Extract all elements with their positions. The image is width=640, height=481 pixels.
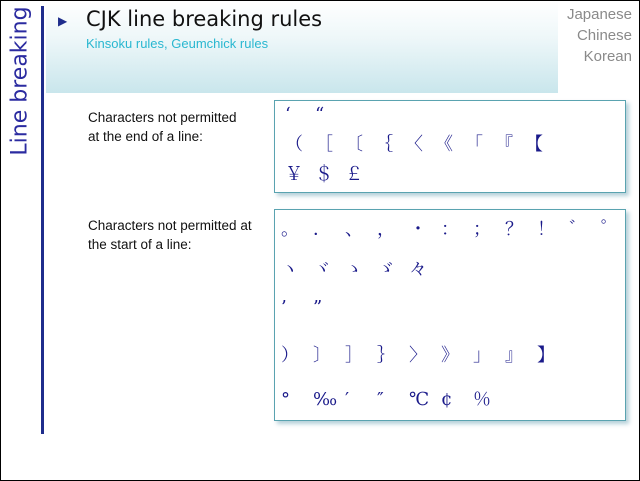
cjk-character-glyph: ° — [281, 389, 290, 410]
end-of-line-characters-box — [274, 100, 626, 193]
cjk-character-glyph: ［ — [315, 134, 333, 155]
cjk-character-glyph: ！ — [537, 219, 555, 240]
cjk-character-glyph: ％ — [473, 389, 491, 410]
cjk-character-glyph: 》 — [441, 345, 459, 366]
cjk-character-glyph: ￡ — [345, 164, 363, 185]
page-subtitle: Kinsoku rules, Geumchick rules — [86, 36, 269, 51]
end-of-line-label — [88, 108, 237, 146]
cjk-character-glyph: ” — [313, 297, 323, 318]
cjk-character-glyph: “ — [315, 104, 325, 125]
cjk-character-glyph: ‰ — [313, 389, 338, 410]
end-label-line-2: at the end of a line: — [88, 129, 203, 144]
language-chinese: Chinese — [576, 27, 632, 44]
sidebar-divider — [41, 6, 44, 434]
cjk-character-glyph: ． — [313, 219, 331, 240]
language-list — [567, 4, 632, 67]
cjk-character-glyph: 【 — [525, 134, 543, 155]
cjk-character-glyph: ″ — [377, 389, 384, 410]
cjk-character-glyph: ］ — [345, 345, 363, 366]
cjk-character-glyph: ） — [281, 345, 299, 366]
cjk-character-glyph: ゞ — [377, 259, 395, 280]
cjk-character-glyph: 〕 — [313, 345, 331, 366]
cjk-character-glyph: ｛ — [375, 134, 393, 155]
start-label-line-2: the start of a line: — [88, 237, 192, 252]
start-label-line-1: Characters not permitted at — [88, 218, 252, 233]
cjk-character-glyph: ゛ — [569, 219, 587, 240]
start-of-line-label — [88, 216, 252, 254]
page-title: CJK line breaking rules — [86, 7, 323, 31]
cjk-character-glyph: （ — [285, 134, 303, 155]
cjk-character-glyph: ヾ — [313, 259, 331, 280]
cjk-character-glyph: ヽ — [281, 259, 299, 280]
sidebar-title — [4, 6, 36, 156]
cjk-character-glyph: 「 — [465, 134, 483, 155]
cjk-character-glyph: ？ — [505, 219, 523, 240]
cjk-character-glyph: ‘ — [285, 104, 291, 125]
cjk-character-glyph: 」 — [473, 345, 491, 366]
cjk-character-glyph: ｝ — [377, 345, 395, 366]
cjk-character-glyph: 々 — [409, 259, 427, 280]
cjk-character-glyph: 、 — [345, 219, 363, 240]
cjk-character-glyph: 〈 — [405, 134, 423, 155]
cjk-character-glyph: ： — [441, 219, 459, 240]
cjk-character-glyph: ； — [473, 219, 491, 240]
cjk-character-glyph: 《 — [435, 134, 453, 155]
cjk-character-glyph: ′ — [345, 389, 350, 410]
cjk-character-glyph: ・ — [409, 219, 427, 240]
cjk-character-glyph: ゝ — [345, 259, 363, 280]
cjk-character-glyph: ￥ — [285, 164, 303, 185]
cjk-character-glyph: ¢ — [441, 389, 453, 410]
cjk-character-glyph: 『 — [495, 134, 513, 155]
language-japanese: Japanese — [566, 6, 632, 23]
cjk-character-glyph: 】 — [537, 345, 555, 366]
cjk-character-glyph: 〉 — [409, 345, 427, 366]
cjk-character-glyph: ’ — [281, 297, 287, 318]
cjk-character-glyph: 。 — [281, 219, 299, 240]
cjk-character-glyph: 』 — [505, 345, 523, 366]
cjk-character-glyph: ゜ — [601, 219, 619, 240]
language-korean: Korean — [583, 48, 632, 65]
start-of-line-characters-box — [274, 209, 626, 421]
end-label-line-1: Characters not permitted — [88, 110, 237, 125]
cjk-character-glyph: 〔 — [345, 134, 363, 155]
cjk-character-glyph: ℃ — [409, 389, 430, 410]
cjk-character-glyph: ， — [377, 219, 395, 240]
bullet-arrow-icon: ▶ — [58, 14, 68, 28]
cjk-character-glyph: ＄ — [315, 164, 333, 185]
sidebar-title-text: Line breaking — [7, 6, 33, 156]
